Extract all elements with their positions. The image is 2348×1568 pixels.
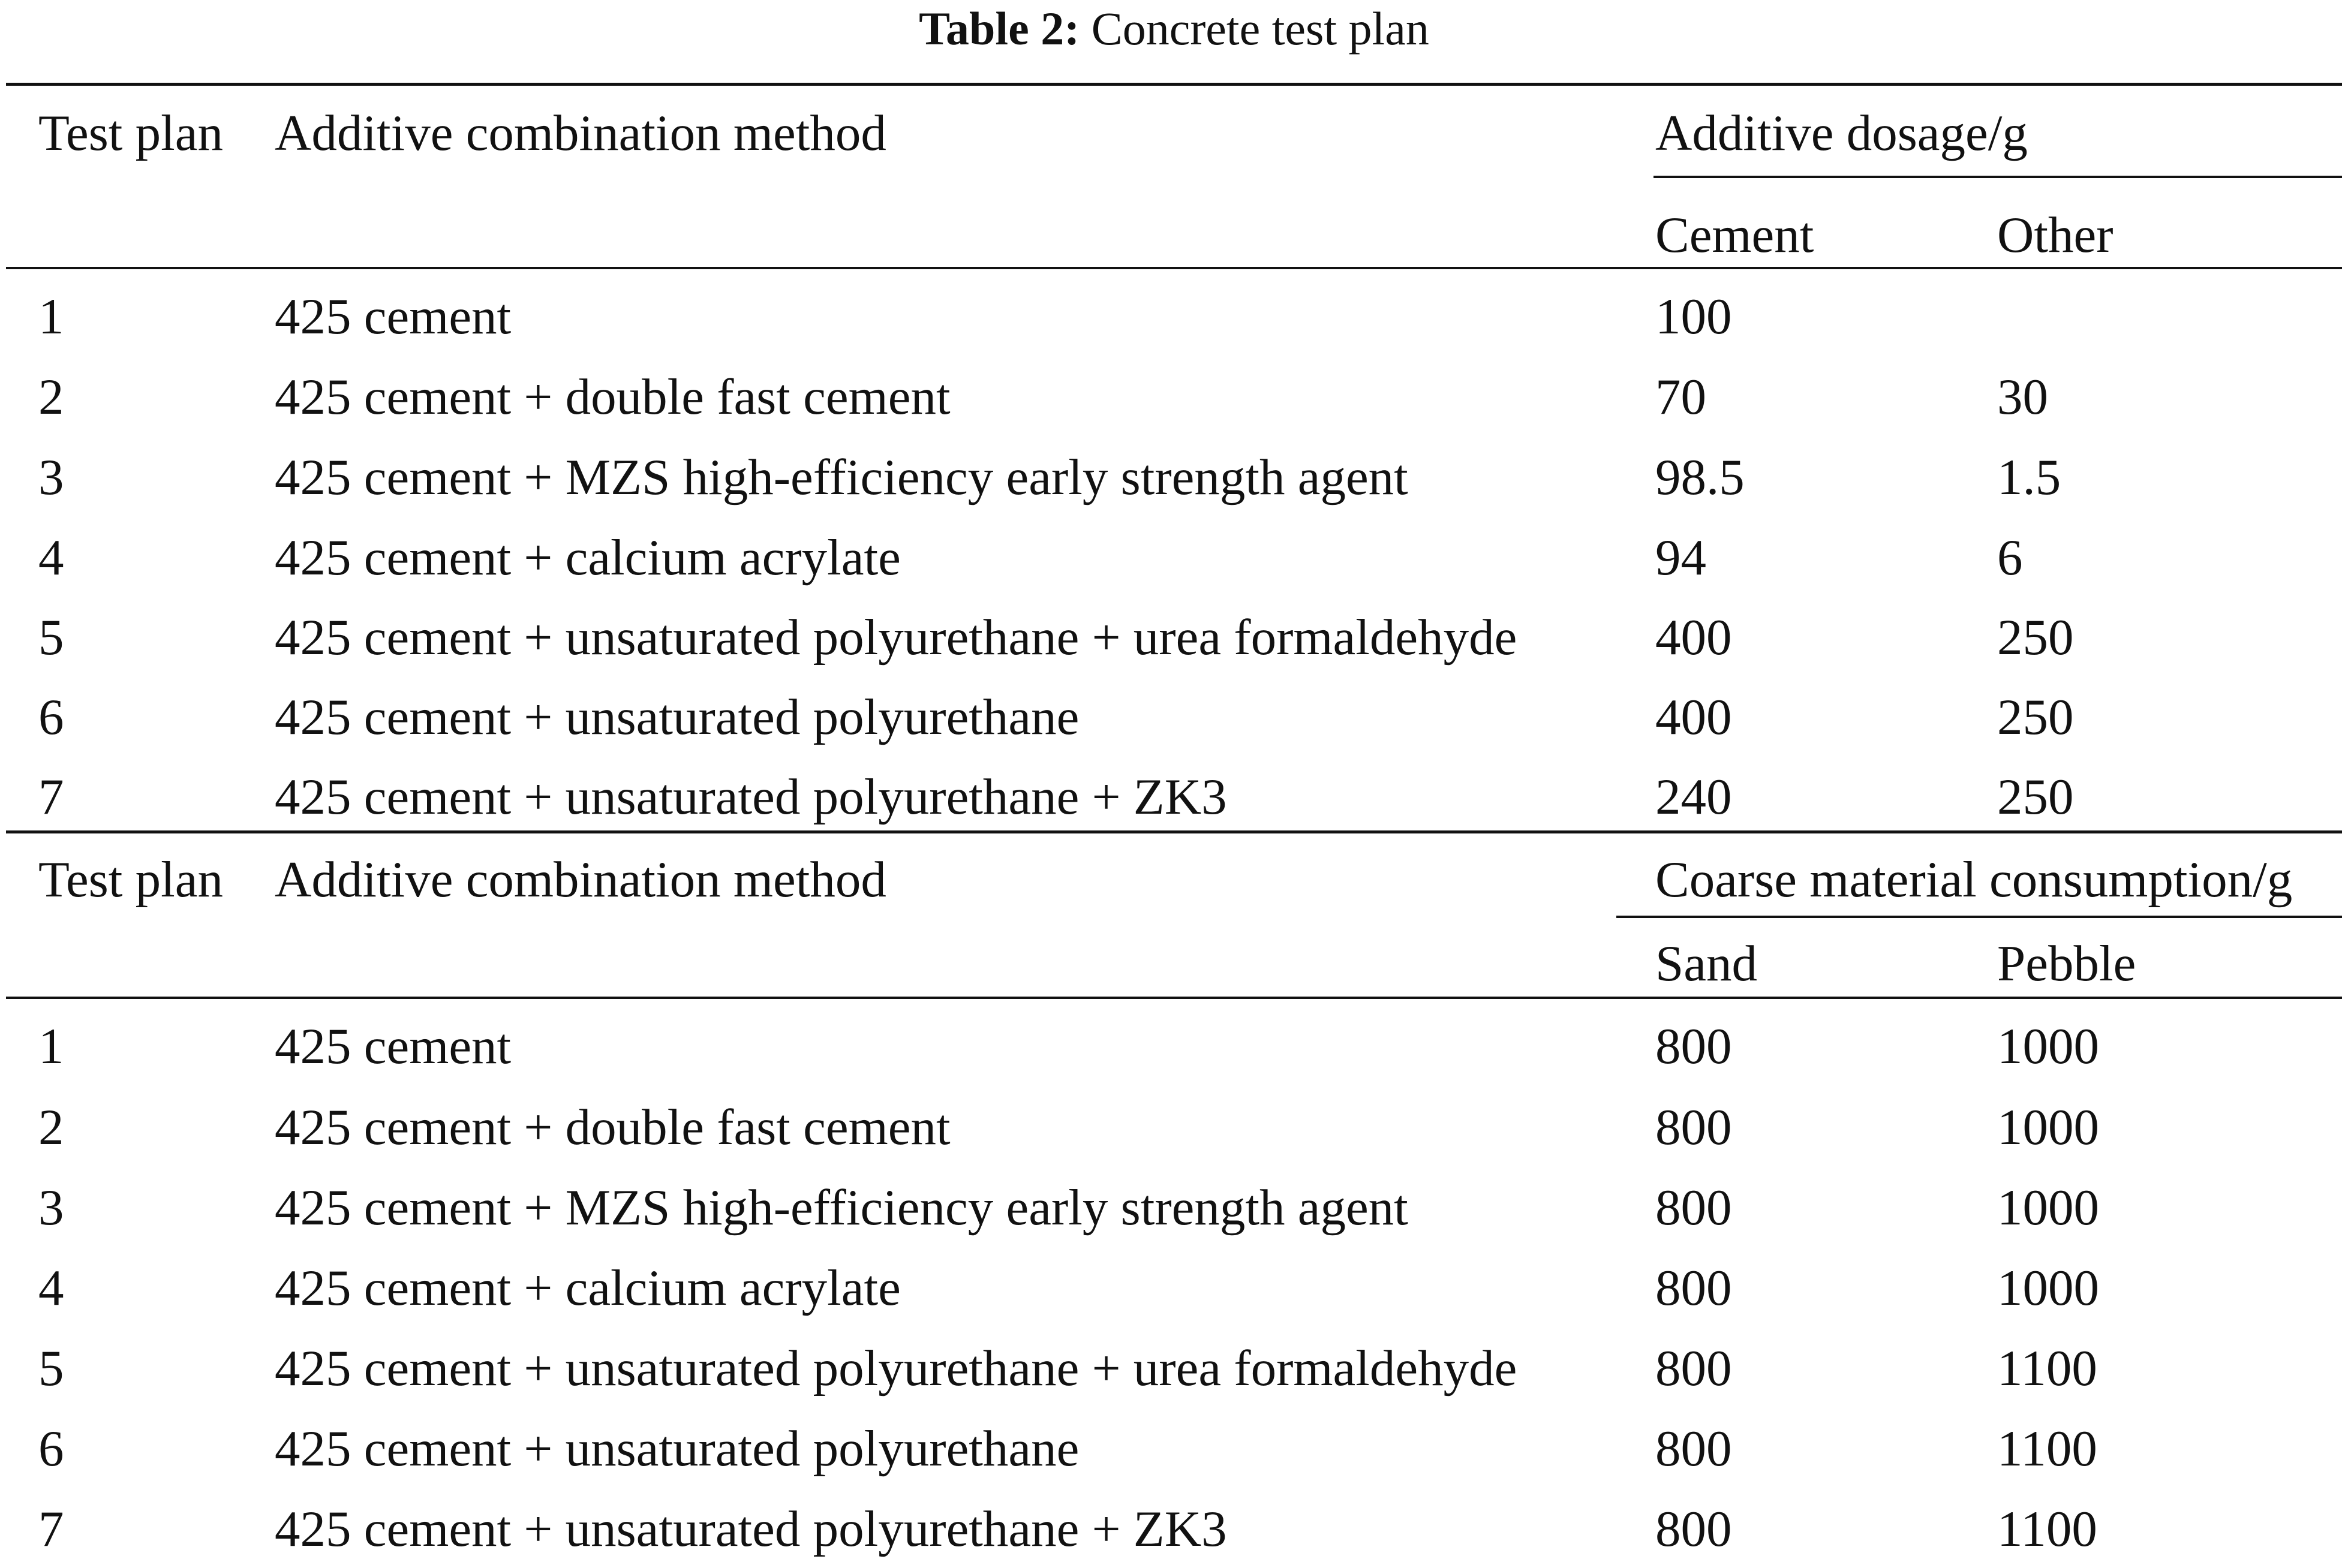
cell-method: 425 cement + unsaturated polyurethane + urea formaldehyde	[275, 609, 1517, 666]
cell-cement: 400	[1655, 689, 1732, 745]
cell-sand: 800	[1655, 1340, 1732, 1397]
header-additive-dosage: Additive dosage/g	[1655, 105, 2028, 161]
cell-sand: 800	[1655, 1018, 1732, 1075]
cell-pebble: 1100	[1997, 1340, 2097, 1397]
part2-header-bottom-rule	[6, 997, 2342, 999]
header-coarse-material: Coarse material consumption/g	[1655, 851, 2293, 908]
cell-other: 250	[1997, 609, 2074, 666]
coarse-material-underline	[1616, 916, 2342, 918]
cell-pebble: 1000	[1997, 1260, 2099, 1316]
cell-method: 425 cement + unsaturated polyurethane + ZK3	[275, 1501, 1227, 1557]
cell-other: 30	[1997, 369, 2048, 425]
cell-other: 6	[1997, 529, 2023, 586]
cell-cement: 98.5	[1655, 449, 1745, 505]
cell-method: 425 cement + unsaturated polyurethane + ZK3	[275, 769, 1227, 825]
cell-cement: 240	[1655, 769, 1732, 825]
cell-cement: 70	[1655, 369, 1706, 425]
cell-other: 1.5	[1997, 449, 2061, 505]
header-test-plan: Test plan	[38, 105, 224, 161]
header-additive-method: Additive combination method	[275, 851, 886, 908]
cell-cement: 400	[1655, 609, 1732, 666]
cell-sand: 800	[1655, 1099, 1732, 1155]
cell-method: 425 cement + MZS high-efficiency early strength agent	[275, 1179, 1408, 1236]
cell-test-plan: 4	[38, 529, 64, 586]
header-other: Other	[1997, 207, 2113, 263]
cell-test-plan: 6	[38, 1420, 64, 1477]
cell-test-plan: 4	[38, 1260, 64, 1316]
cell-method: 425 cement + unsaturated polyurethane	[275, 1420, 1080, 1477]
cell-method: 425 cement + MZS high-efficiency early strength agent	[275, 449, 1408, 505]
cell-test-plan: 3	[38, 449, 64, 505]
cell-method: 425 cement + calcium acrylate	[275, 1260, 901, 1316]
cell-method: 425 cement	[275, 288, 512, 345]
cell-test-plan: 6	[38, 689, 64, 745]
cell-method: 425 cement + unsaturated polyurethane + urea formaldehyde	[275, 1340, 1517, 1397]
cell-pebble: 1100	[1997, 1420, 2097, 1477]
cell-sand: 800	[1655, 1501, 1732, 1557]
table-caption	[0, 0, 2348, 57]
cell-pebble: 1000	[1997, 1018, 2099, 1075]
table-caption-label: Table 2:	[919, 2, 1080, 55]
cell-cement: 94	[1655, 529, 1706, 586]
part1-header-bottom-rule	[6, 267, 2342, 269]
cell-pebble: 1000	[1997, 1179, 2099, 1236]
cell-method: 425 cement + calcium acrylate	[275, 529, 901, 586]
cell-test-plan: 3	[38, 1179, 64, 1236]
cell-pebble: 1000	[1997, 1099, 2099, 1155]
cell-test-plan: 2	[38, 369, 64, 425]
cell-test-plan: 7	[38, 769, 64, 825]
cell-cement: 100	[1655, 288, 1732, 345]
cell-test-plan: 1	[38, 288, 64, 345]
cell-method: 425 cement	[275, 1018, 512, 1075]
header-sand: Sand	[1655, 935, 1757, 992]
cell-method: 425 cement + double fast cement	[275, 1099, 951, 1155]
cell-test-plan: 5	[38, 1340, 64, 1397]
cell-sand: 800	[1655, 1260, 1732, 1316]
cell-test-plan: 7	[38, 1501, 64, 1557]
cell-method: 425 cement + double fast cement	[275, 369, 951, 425]
cell-test-plan: 5	[38, 609, 64, 666]
cell-other: 250	[1997, 689, 2074, 745]
cell-sand: 800	[1655, 1179, 1732, 1236]
cell-method: 425 cement + unsaturated polyurethane	[275, 689, 1080, 745]
table-caption-title: Concrete test plan	[1091, 2, 1429, 55]
cell-sand: 800	[1655, 1420, 1732, 1477]
header-pebble: Pebble	[1997, 935, 2136, 992]
cell-test-plan: 2	[38, 1099, 64, 1155]
header-test-plan: Test plan	[38, 851, 224, 908]
cell-test-plan: 1	[38, 1018, 64, 1075]
part-separator-rule	[6, 830, 2342, 833]
cell-other: 250	[1997, 769, 2074, 825]
cell-pebble: 1100	[1997, 1501, 2097, 1557]
additive-dosage-underline	[1653, 176, 2342, 178]
table-top-rule	[6, 83, 2342, 86]
header-cement: Cement	[1655, 207, 1814, 263]
header-additive-method: Additive combination method	[275, 105, 886, 161]
